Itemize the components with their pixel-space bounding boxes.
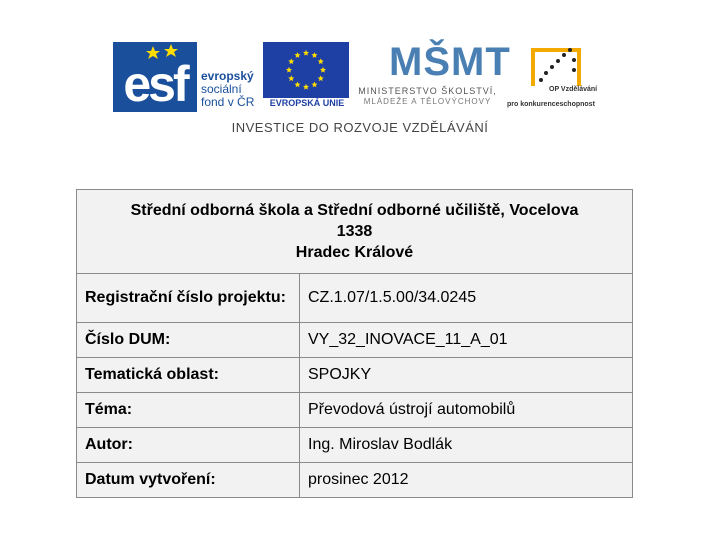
op-line1: OP Vzdělávání [549,86,598,93]
row-value: Převodová ústrojí automobilů [300,393,633,428]
esf-line1: evropský [201,69,254,83]
row-value: CZ.1.07/1.5.00/34.0245 [300,274,633,323]
table-header-row [77,190,633,274]
school-name-line2: 1338 [336,223,373,240]
eu-star-icon [294,82,300,88]
table-row [77,463,633,498]
logo-banner [0,0,720,150]
msmt-line2: MLÁDEŽE A TĚLOVÝCHOVY [363,97,492,106]
op-mark-icon [525,42,587,88]
op-line2: pro konkurenceschopnost [507,101,595,108]
project-info-table [76,189,633,498]
tagline: INVESTICE DO ROZVOJE VZDĚLÁVÁNÍ [231,120,489,135]
eu-star-icon [318,58,324,64]
eu-label: EVROPSKÁ UNIE [269,98,345,108]
row-value: SPOJKY [300,358,633,393]
esf-logo [113,42,261,112]
esf-logo-box [113,42,197,112]
esf-letters: esf [123,56,187,112]
eu-star-icon [288,75,294,81]
school-name-line3: Hradec Králové [295,244,414,261]
row-label: Datum vytvoření: [77,463,300,498]
op-logo [505,40,605,112]
row-label: Registrační číslo projektu: [77,274,300,323]
row-label: Číslo DUM: [77,323,300,358]
msmt-line1: MINISTERSTVO ŠKOLSTVÍ, [358,86,497,96]
eu-star-icon [320,67,326,73]
esf-text [201,70,254,109]
table-row [77,323,633,358]
school-name-cell [77,190,633,274]
eu-star-icon [286,67,292,73]
eu-star-icon [288,58,294,64]
esf-line3: fond v ČR [201,95,255,109]
eu-stars-icon [263,42,349,98]
msmt-mark: MŠMT [389,40,511,84]
row-label: Autor: [77,428,300,463]
row-label: Téma: [77,393,300,428]
eu-star-icon [311,82,317,88]
row-value: Ing. Miroslav Bodlák [300,428,633,463]
eu-logo [263,42,351,112]
table-row [77,428,633,463]
table-row [77,358,633,393]
eu-star-icon [294,52,300,58]
eu-star-icon [303,50,309,56]
msmt-logo [355,40,511,112]
eu-star-icon [311,52,317,58]
row-value: VY_32_INOVACE_11_A_01 [300,323,633,358]
eu-flag-icon [263,42,349,98]
esf-line2: sociální [201,82,242,96]
eu-star-icon [303,84,309,90]
table-row [77,274,633,323]
row-value: prosinec 2012 [300,463,633,498]
eu-star-icon [318,75,324,81]
school-name-line1: Střední odborná škola a Střední odborné učiliště, Vocelova [130,202,579,219]
row-label: Tematická oblast: [77,358,300,393]
table-row [77,393,633,428]
